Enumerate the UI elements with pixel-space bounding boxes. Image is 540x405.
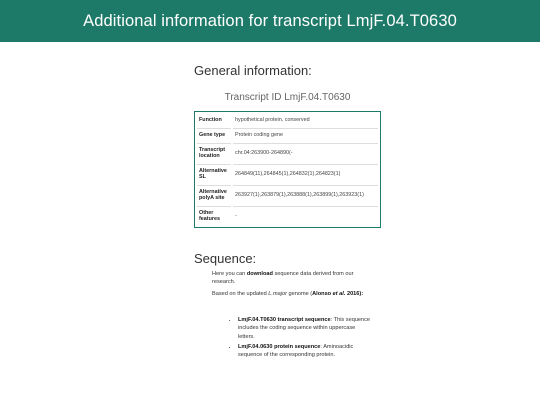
row-label: Transcript location [197,143,231,162]
main-content [194,42,394,359]
row-value: 263927(1),263879(1),263888(1),263899(1),263923(1) [233,185,378,204]
page-header [0,0,540,42]
row-label: Alternative SL [197,164,231,183]
download-intro [212,270,372,286]
row-value: Protein coding gene [233,128,378,141]
info-table [194,111,381,228]
citation [312,291,363,297]
row-value: chr.04:263900-264890(- [233,143,378,162]
table-row [197,114,378,126]
table-row [197,206,378,225]
sequence-heading: Sequence: [194,251,257,266]
list-item [238,316,372,340]
table-row [197,128,378,141]
general-info-heading: General information: [194,63,312,78]
download-list [212,316,372,359]
item-desc: : This sequence includes the coding sequence within uppercase letters. [238,317,371,340]
citation-etal: et al. [332,291,346,298]
row-value: - [233,206,378,225]
transcript-sequence-link[interactable]: LmjF.04.T0630 transcript sequence [238,317,331,324]
row-label: Other features [197,206,231,225]
table-row [197,164,378,183]
list-item [238,343,372,359]
row-value: 264849(11),264845(1),264832(1),264823(1) [233,164,378,183]
based-text: Based on the updated [212,291,269,298]
citation-year: 2016): [345,291,364,298]
genome-reference [212,290,372,298]
sequence-section [212,270,372,359]
intro-text: Here you can [212,271,247,277]
table-row [197,185,378,204]
row-label: Gene type [197,128,231,141]
transcript-id-label: Transcript ID LmjF.04.T0630 [224,92,351,103]
species-name: L.major [268,291,287,298]
protein-sequence-link[interactable]: LmjF.04.0630 protein sequence [238,343,321,350]
page-title: Additional information for transcript LmjF.04.T0630 [83,11,457,30]
row-value: hypothetical protein, conserved [235,117,310,123]
intro-text-end: sequence data derived from our research. [212,271,354,286]
based-text-mid: genome ( [286,291,313,298]
row-label: Function [199,117,222,123]
download-link[interactable]: download [246,271,273,277]
item-desc: : Aminoacidic sequence of the corresponding protein. [238,343,354,358]
table-row [197,143,378,162]
citation-author: Alonso [312,291,333,298]
row-label: Alternative polyA site [197,185,231,204]
